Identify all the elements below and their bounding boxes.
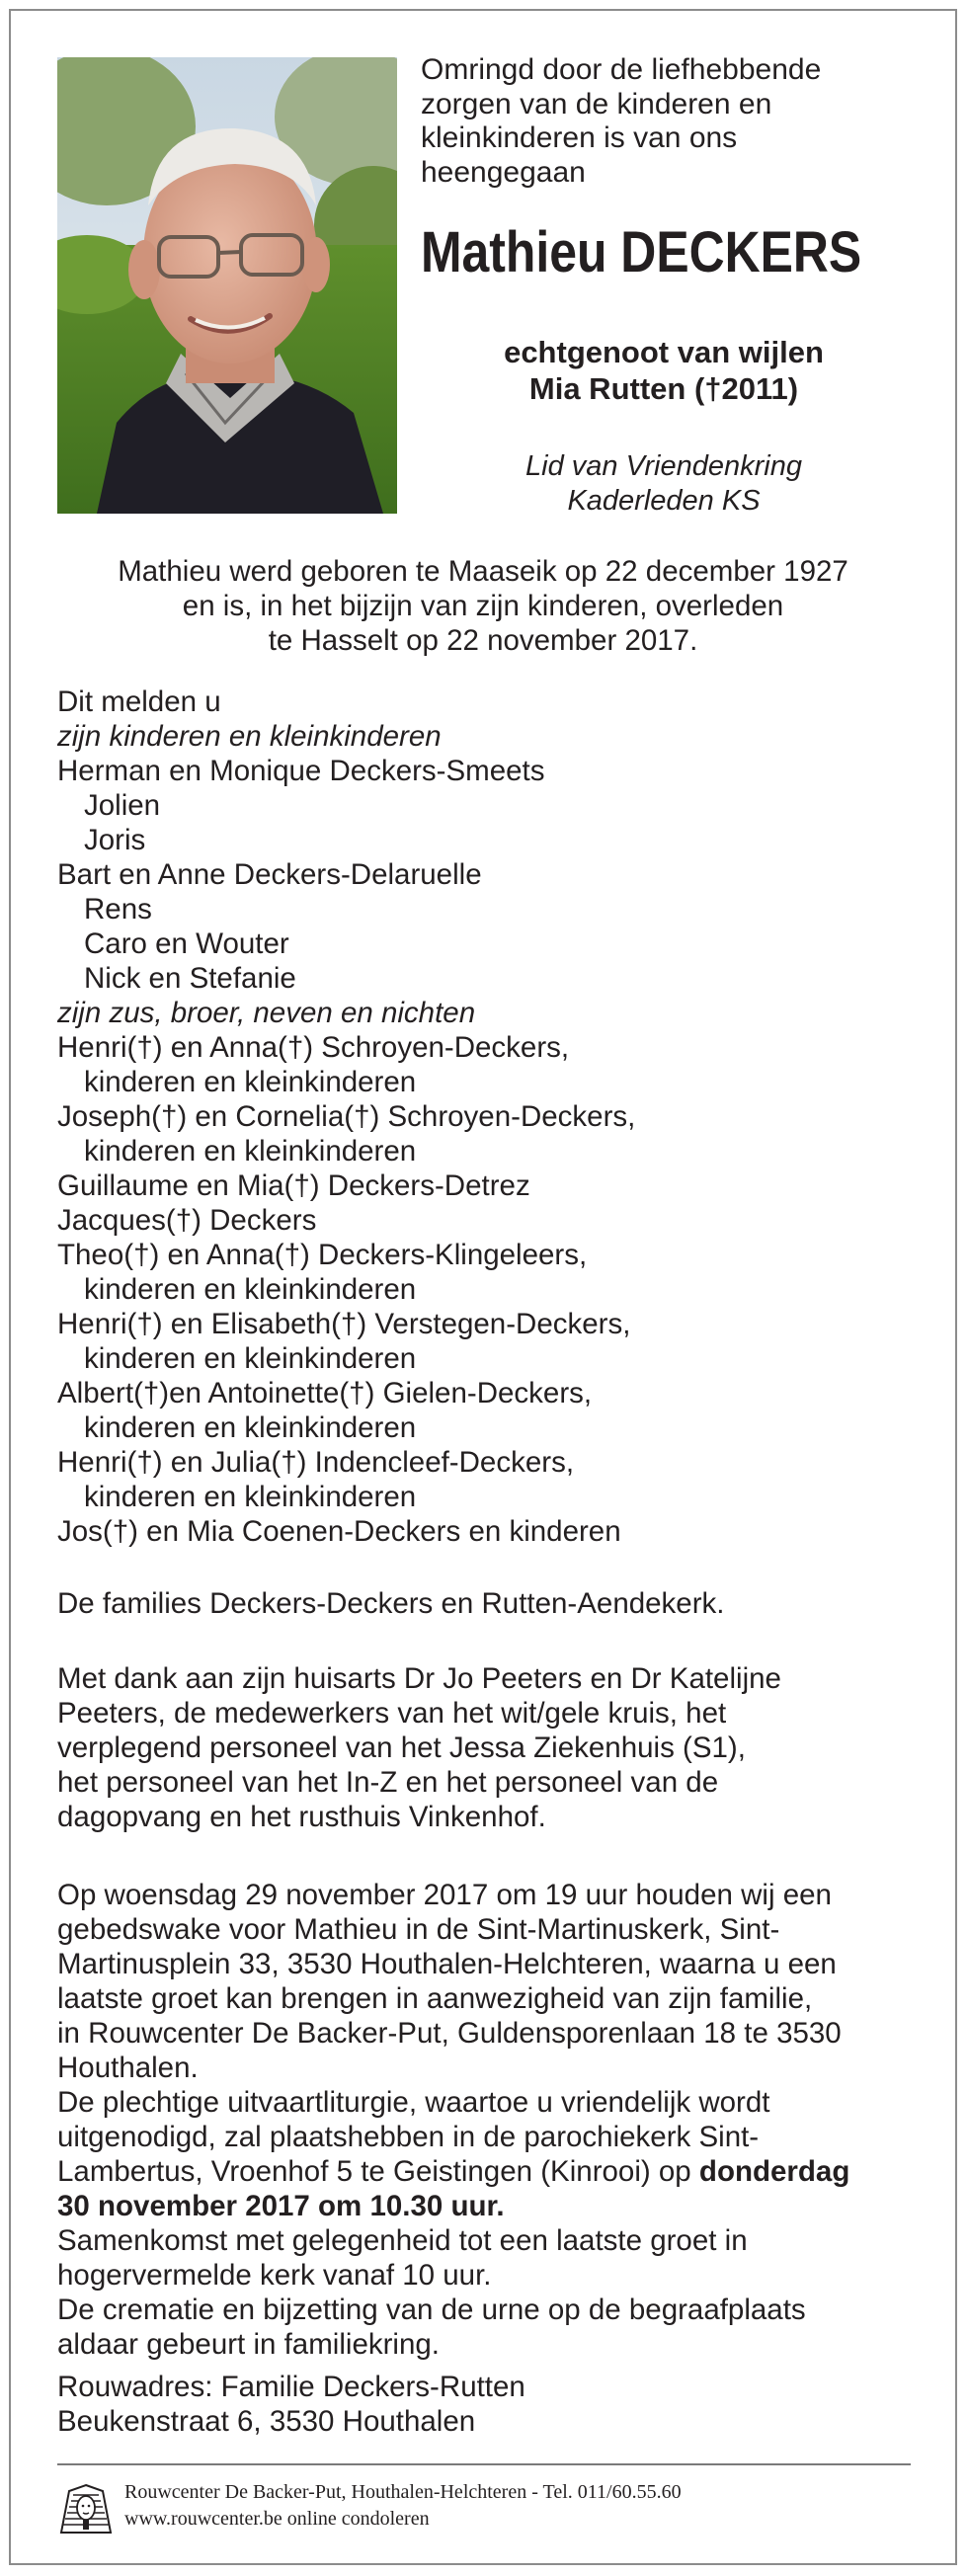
thanks-line: dagopvang en het rusthuis Vinkenhof. [57, 1801, 546, 1833]
family-row: kinderen en kleinkinderen [84, 1342, 417, 1375]
birth-line: Mathieu werd geboren te Maaseik op 22 december 1927 [118, 555, 848, 588]
families-line: De families Deckers-Deckers en Rutten-Aendekerk. [57, 1587, 725, 1620]
intro-text [421, 53, 915, 190]
after-line: Samenkomst met gelegenheid tot een laatste groet in [57, 2224, 748, 2257]
footer-link[interactable]: www.rouwcenter.be online condoleren [124, 2508, 430, 2530]
funeral-day: donderdag [698, 2155, 850, 2188]
intro-line: zorgen van de kinderen en [421, 87, 772, 121]
family-row: Herman en Monique Deckers-Smeets [57, 755, 545, 787]
family-row: kinderen en kleinkinderen [84, 1135, 417, 1167]
funeral-home-footer [124, 2479, 915, 2533]
birth-line: en is, in het bijzijn van zijn kinderen, overleden [182, 590, 784, 622]
family-row: Jos(†) en Mia Coenen-Deckers en kinderen [57, 1515, 621, 1548]
family-row: Caro en Wouter [84, 927, 289, 960]
family-list [57, 684, 917, 1549]
vigil-line: gebedswake voor Mathieu in de Sint-Martinuskerk, Sint- [57, 1913, 780, 1946]
intro-line: kleinkinderen is van ons [421, 121, 738, 154]
family-group-heading: zijn kinderen en kleinkinderen [57, 720, 442, 753]
family-row: Theo(†) en Anna(†) Deckers-Klingeleers, [57, 1239, 588, 1271]
funeral-datetime: 30 november 2017 om 10.30 uur. [57, 2190, 505, 2222]
family-row: kinderen en kleinkinderen [84, 1066, 417, 1098]
pharaoh-logo-icon [57, 2481, 115, 2538]
family-row: Joris [84, 824, 146, 856]
service-paragraph [57, 1878, 927, 2362]
family-row: Rens [84, 893, 152, 926]
family-row: Joseph(†) en Cornelia(†) Schroyen-Deckers, [57, 1100, 636, 1133]
club-membership [421, 449, 907, 519]
family-row: Nick en Stefanie [84, 962, 296, 995]
family-row: Jolien [84, 789, 161, 822]
club-line: Kaderleden KS [567, 485, 761, 517]
birth-death-info [57, 554, 909, 658]
funeral-line: De plechtige uitvaartliturgie, waartoe u vriendelijk wordt [57, 2086, 770, 2119]
vigil-line: Op woensdag 29 november 2017 om 19 uur houden wij een [57, 1879, 832, 1911]
footer-line: Rouwcenter De Backer-Put, Houthalen-Helchteren - Tel. 011/60.55.60 [124, 2481, 682, 2503]
intro-line: Omringd door de liefhebbende [421, 53, 822, 86]
family-row: Jacques(†) Deckers [57, 1204, 317, 1237]
family-row: Henri(†) en Anna(†) Schroyen-Deckers, [57, 1031, 570, 1064]
vigil-line: in Rouwcenter De Backer-Put, Guldensporenlaan 18 te 3530 [57, 2017, 842, 2050]
spouse-line: Mia Rutten (†2011) [528, 371, 799, 406]
vigil-line: laatste groet kan brengen in aanwezigheid van zijn familie, [57, 1982, 813, 2015]
vigil-line: Houthalen. [57, 2052, 199, 2084]
family-group-heading: zijn zus, broer, neven en nichten [57, 997, 476, 1029]
address-line: Beukenstraat 6, 3530 Houthalen [57, 2405, 476, 2438]
family-row: kinderen en kleinkinderen [84, 1411, 417, 1444]
funeral-line: uitgenodigd, zal plaatshebben in de parochiekerk Sint- [57, 2121, 760, 2153]
family-row: Henri(†) en Julia(†) Indencleef-Deckers, [57, 1446, 575, 1479]
thanks-line: verplegend personeel van het Jessa Ziekenhuis (S1), [57, 1731, 746, 1764]
club-line: Lid van Vriendenkring [525, 450, 802, 482]
spouse-line: echtgenoot van wijlen [504, 335, 824, 369]
funeral-line [57, 2189, 927, 2223]
funeral-line-text: Lambertus, Vroenhof 5 te Geistingen (Kinrooi) op [57, 2155, 699, 2188]
family-row: Guillaume en Mia(†) Deckers-Detrez [57, 1169, 530, 1202]
family-row: Dit melden u [57, 685, 221, 718]
funeral-line [57, 2154, 927, 2189]
family-row: kinderen en kleinkinderen [84, 1481, 417, 1513]
family-row: kinderen en kleinkinderen [84, 1273, 417, 1306]
address-line: Rouwadres: Familie Deckers-Rutten [57, 2371, 525, 2403]
after-line: hogervermelde kerk vanaf 10 uur. [57, 2259, 492, 2292]
thanks-line: Peeters, de medewerkers van het wit/gele kruis, het [57, 1697, 727, 1730]
thanks-paragraph [57, 1661, 927, 1834]
mourning-address [57, 2370, 927, 2439]
intro-line: heengegaan [421, 155, 586, 189]
family-row: Bart en Anne Deckers-Delaruelle [57, 858, 482, 891]
portrait-photo [57, 57, 397, 514]
spouse-info [421, 334, 907, 407]
family-row: Albert(†)en Antoinette(†) Gielen-Deckers, [57, 1377, 593, 1409]
thanks-line: het personeel van het In-Z en het personeel van de [57, 1766, 719, 1799]
after-line: aldaar gebeurt in familiekring. [57, 2328, 440, 2361]
after-line: De crematie en bijzetting van de urne op de begraafplaats [57, 2294, 806, 2326]
birth-line: te Hasselt op 22 november 2017. [268, 624, 698, 657]
family-row: Henri(†) en Elisabeth(†) Verstegen-Deckers, [57, 1308, 631, 1340]
deceased-name: Mathieu DECKERS [421, 220, 862, 284]
vigil-line: Martinusplein 33, 3530 Houthalen-Helchteren, waarna u een [57, 1948, 837, 1980]
footer-divider [57, 2463, 911, 2465]
thanks-line: Met dank aan zijn huisarts Dr Jo Peeters en Dr Katelijne [57, 1662, 781, 1695]
